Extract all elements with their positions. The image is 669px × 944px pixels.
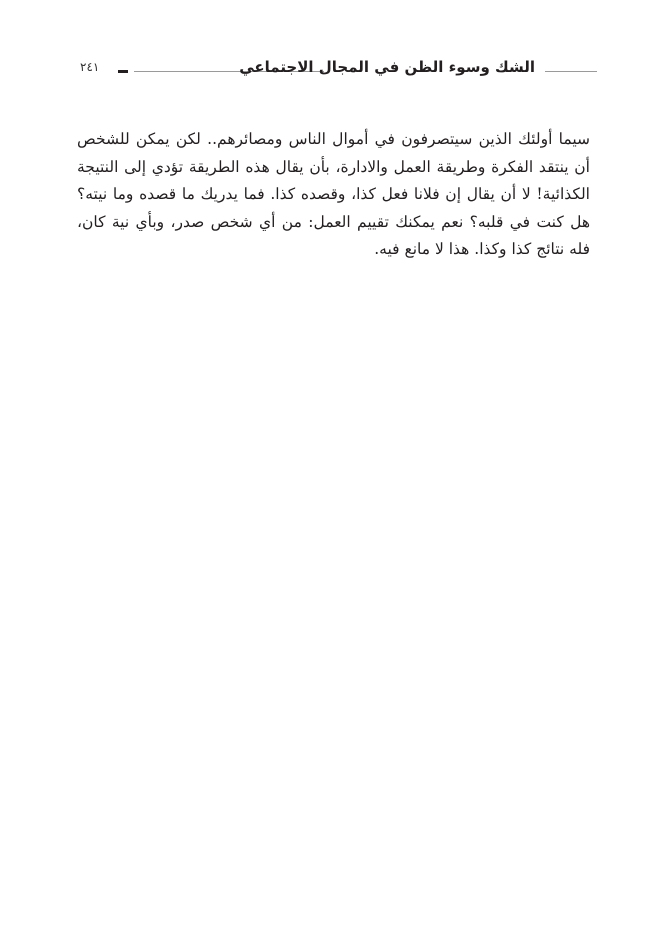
text-line: هل كنت في قلبه؟ نعم يمكنك تقييم العمل: من أي شخص صدر، وبأي نية كان، (77, 212, 590, 231)
chapter-title: الشك وسوء الظن في المجال الاجتماعي (239, 58, 535, 76)
text-line: فله نتائج كذا وكذا. هذا لا مانع فيه. (374, 240, 590, 258)
text-line: الكذائية! لا أن يقال إن فلانا فعل كذا، وقصده كذا. فما يدريك ما قصده وما نيته؟ (77, 185, 590, 203)
page-number: ٢٤١ (80, 60, 100, 74)
running-header (72, 58, 597, 86)
text-line: أن ينتقد الفكرة وطريقة العمل والادارة، بأن يقال هذه الطريقة تؤدي إلى النتيجة (77, 157, 590, 176)
body-paragraph (77, 126, 590, 264)
header-rule-right (545, 71, 597, 72)
text-line: سيما أولئك الذين سيتصرفون في أموال الناس ومصائرهم.. لكن يمكن للشخص (77, 130, 590, 148)
page-number-dash (118, 70, 128, 73)
